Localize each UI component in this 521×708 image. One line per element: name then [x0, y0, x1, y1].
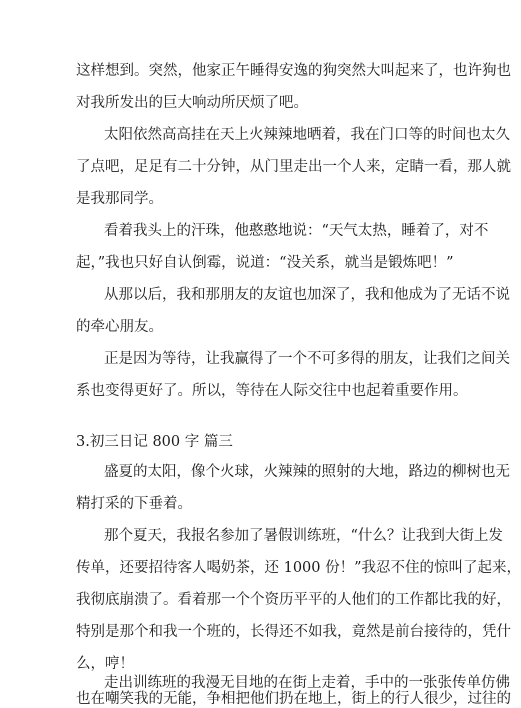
text-line: 是我那同学。 [76, 191, 163, 207]
text-line: 从那以后，我和那朋友的友谊也加深了，我和他成为了无话不说 [104, 287, 510, 303]
text-line: 的牵心朋友。 [76, 319, 163, 335]
text-line: 也在嘲笑我的无能，争相把他们扔在地上，街上的行人很少，过往的 [76, 691, 511, 707]
section-heading: 3.初三日记 800 字 篇三 [76, 434, 233, 450]
text-line: 了点吧，足足有二十分钟，从门里走出一个人来，定睛一看，那人就 [76, 159, 511, 175]
text-line: 系也变得更好了。所以，等待在人际交往中也起着重要作用。 [76, 383, 468, 399]
text-line: 我彻底崩溃了。看着那一个个资历平平的人他们的工作都比我的好， [76, 592, 511, 608]
text-line: 这样想到。突然，他家正午睡得安逸的狗突然大叫起来了，也许狗也 [76, 63, 511, 79]
text-line: 盛夏的太阳，像个火球，火辣辣的照射的大地，路边的柳树也无 [104, 464, 510, 480]
text-line: 太阳依然高高挂在天上火辣辣地晒着，我在门口等的时间也太久 [104, 127, 510, 143]
text-line: 特别是那个和我一个班的，长得还不如我，竟然是前台接待的，凭什 [76, 624, 511, 640]
text-line: 传单，还要招待客人喝奶茶，还 1000 份！”我忍不住的惊叫了起来， [76, 560, 521, 576]
text-line: 起，”我也只好自认倒霉，说道：“没关系，就当是锻炼吧！” [76, 255, 454, 271]
text-line: 精打采的下垂着。 [76, 496, 192, 512]
text-line: 么，哼！ [76, 656, 134, 672]
text-line: 走出训练班的我漫无目地的在街上走着，手中的一张张传单仿佛 [104, 675, 510, 691]
text-line: 正是因为等待，让我赢得了一个不可多得的朋友，让我们之间关 [104, 351, 510, 367]
text-line: 对我所发出的巨大响动所厌烦了吧。 [76, 95, 308, 111]
text-line: 看着我头上的汗珠，他憨憨地说：“天气太热，睡着了，对不 [104, 223, 489, 239]
text-line: 那个夏天，我报名参加了暑假训练班，“什么？让我到大街上发 [104, 528, 503, 544]
